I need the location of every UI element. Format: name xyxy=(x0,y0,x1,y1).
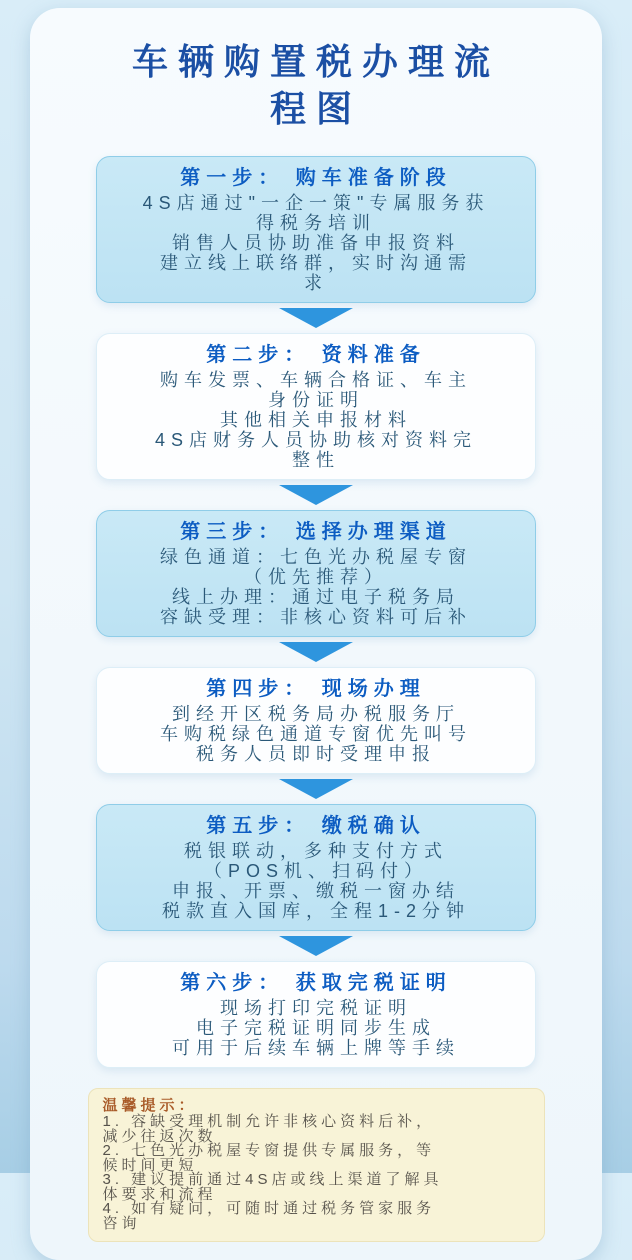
step-2-line: 购车发票、车辆合格证、车主 xyxy=(160,370,472,390)
step-1-line: 得税务培训 xyxy=(256,213,376,233)
step-6-title: 第六步： 获取完税证明 xyxy=(180,972,452,994)
step-2-line: 整性 xyxy=(292,450,340,470)
step-2-line: 4S店财务人员协助核对资料完 xyxy=(154,430,477,450)
step-1-title: 第一步： 购车准备阶段 xyxy=(180,167,452,189)
tips-line: 2. 七色光办税屋专窗提供专属服务，等 xyxy=(102,1142,436,1159)
step-5-line: 税银联动，多种支付方式 xyxy=(184,841,448,861)
tips-box xyxy=(88,1088,545,1242)
down-arrow-icon xyxy=(279,308,353,328)
step-6-line: 电子完税证明同步生成 xyxy=(196,1018,436,1038)
flow-step-6 xyxy=(96,961,536,1068)
step-1-line: 销售人员协助准备申报资料 xyxy=(172,233,460,253)
flow-step-3 xyxy=(96,510,536,637)
down-arrow-icon xyxy=(279,642,353,662)
step-3-line: 绿色通道：七色光办税屋专窗 xyxy=(160,547,472,567)
tips-line: 减少往返次数 xyxy=(102,1127,217,1145)
flowchart-card xyxy=(30,8,602,1260)
step-3-title: 第三步： 选择办理渠道 xyxy=(180,521,452,543)
flow-step-4 xyxy=(96,667,536,774)
step-2-title: 第二步： 资料准备 xyxy=(206,344,426,366)
step-4-title: 第四步： 现场办理 xyxy=(206,678,426,700)
step-2-line: 身份证明 xyxy=(268,390,364,410)
step-4-line: 车购税绿色通道专窗优先叫号 xyxy=(160,724,472,744)
tips-title: 温馨提示： xyxy=(102,1097,198,1114)
down-arrow-icon xyxy=(279,779,353,799)
step-6-line: 现场打印完税证明 xyxy=(220,998,412,1018)
step-1-line: 4S店通过"一企一策"专属服务获 xyxy=(142,193,490,213)
flow-step-2 xyxy=(96,333,536,480)
down-arrow-icon xyxy=(279,485,353,505)
step-3-line: 容缺受理：非核心资料可后补 xyxy=(160,607,472,627)
flow-step-5 xyxy=(96,804,536,931)
page-title: 车辆购置税办理流程图 xyxy=(131,41,500,129)
step-2-line: 其他相关申报材料 xyxy=(220,410,412,430)
tips-line: 4. 如有疑问，可随时通过税务管家服务 xyxy=(102,1200,436,1217)
step-6-line: 可用于后续车辆上牌等手续 xyxy=(172,1038,460,1058)
step-5-title: 第五步： 缴税确认 xyxy=(206,815,426,837)
step-4-line: 税务人员即时受理申报 xyxy=(196,744,436,764)
tips-line: 咨询 xyxy=(102,1214,141,1232)
tips-line: 候时间更短 xyxy=(102,1156,198,1174)
step-4-line: 到经开区税务局办税服务厅 xyxy=(172,704,460,724)
tips-line: 3. 建议提前通过4S店或线上渠道了解具 xyxy=(102,1171,443,1188)
step-5-line: 申报、开票、缴税一窗办结 xyxy=(172,881,460,901)
step-1-line: 建立线上联络群，实时沟通需 xyxy=(160,253,472,273)
flow-column xyxy=(96,156,536,1068)
flow-step-1 xyxy=(96,156,536,303)
tips-line: 1. 容缺受理机制允许非核心资料后补， xyxy=(102,1113,436,1130)
step-3-line: 线上办理：通过电子税务局 xyxy=(172,587,460,607)
down-arrow-icon xyxy=(279,936,353,956)
step-5-line: （POS机、扫码付） xyxy=(203,861,428,881)
step-1-line: 求 xyxy=(304,273,328,293)
tips-line: 体要求和流程 xyxy=(102,1185,217,1203)
step-3-line: （优先推荐） xyxy=(244,567,388,587)
step-5-line: 税款直入国库，全程1-2分钟 xyxy=(161,901,470,921)
